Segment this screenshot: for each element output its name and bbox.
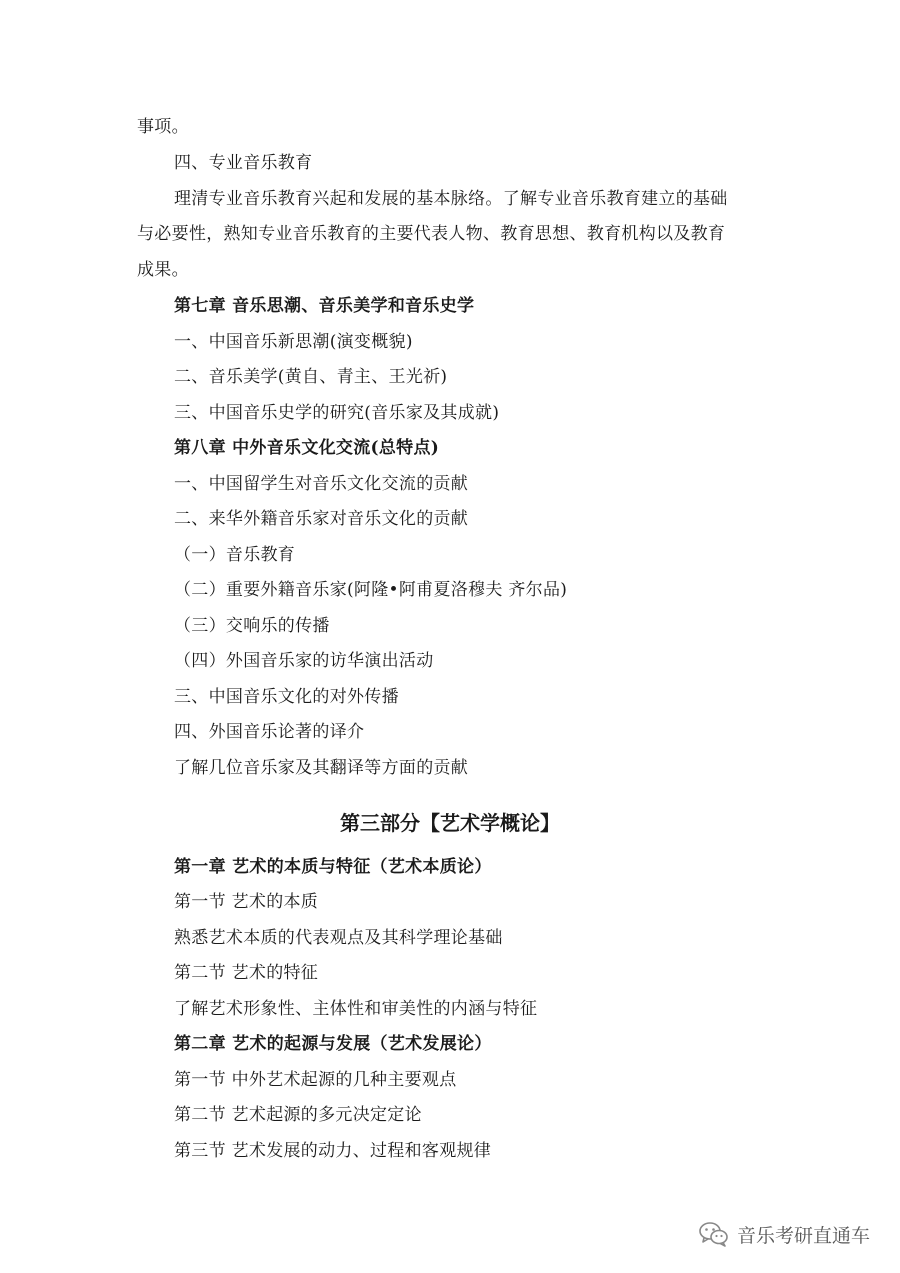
- text-line: 一、中国音乐新思潮(演变概貌): [174, 332, 413, 352]
- watermark-text: 音乐考研直通车: [736, 1224, 870, 1247]
- text-line: 一、中国留学生对音乐文化交流的贡献: [174, 474, 469, 494]
- text-line: 三、中国音乐文化的对外传播: [174, 687, 399, 707]
- chapter-heading: 第一章 艺术的本质与特征（艺术本质论）: [174, 857, 492, 877]
- text-line: 二、音乐美学(黄自、青主、王光祈): [174, 367, 448, 387]
- text-line: 第二节 艺术起源的多元决定定论: [174, 1105, 422, 1125]
- text-line: 第二节 艺术的特征: [174, 963, 319, 983]
- text-line: （三）交响乐的传播: [174, 616, 330, 636]
- chapter-heading: 第七章 音乐思潮、音乐美学和音乐史学: [174, 296, 475, 316]
- text-line: 二、来华外籍音乐家对音乐文化的贡献: [174, 509, 469, 529]
- text-line: 了解几位音乐家及其翻译等方面的贡献: [174, 758, 469, 778]
- text-line: 第一节 中外艺术起源的几种主要观点: [174, 1070, 457, 1090]
- text-line: 四、外国音乐论著的译介: [174, 722, 365, 742]
- text-line: 事项。: [137, 117, 189, 137]
- text-line: 第三节 艺术发展的动力、过程和客观规律: [174, 1141, 492, 1161]
- text-line: 四、专业音乐教育: [174, 153, 313, 173]
- text-line: 了解艺术形象性、主体性和审美性的内涵与特征: [174, 999, 538, 1019]
- wechat-icon: [699, 1221, 729, 1247]
- chapter-heading: 第八章 中外音乐文化交流(总特点): [174, 438, 440, 458]
- text-line: （四）外国音乐家的访华演出活动: [174, 651, 434, 671]
- text-line: 三、中国音乐史学的研究(音乐家及其成就): [174, 403, 500, 423]
- text-line: （一）音乐教育: [174, 545, 296, 565]
- text-line: （二）重要外籍音乐家(阿隆•阿甫夏洛穆夫 齐尔品): [174, 580, 568, 600]
- text-line: 理清专业音乐教育兴起和发展的基本脉络。了解专业音乐教育建立的基础: [174, 189, 728, 209]
- watermark: [699, 1218, 870, 1250]
- text-line: 成果。: [137, 260, 189, 280]
- chapter-heading: 第二章 艺术的起源与发展（艺术发展论）: [174, 1034, 492, 1054]
- text-line: 熟悉艺术本质的代表观点及其科学理论基础: [174, 928, 503, 948]
- text-line: 第一节 艺术的本质: [174, 892, 319, 912]
- section-title: 第三部分【艺术学概论】: [340, 811, 560, 835]
- text-line: 与必要性，熟知专业音乐教育的主要代表人物、教育思想、教育机构以及教育: [137, 224, 726, 244]
